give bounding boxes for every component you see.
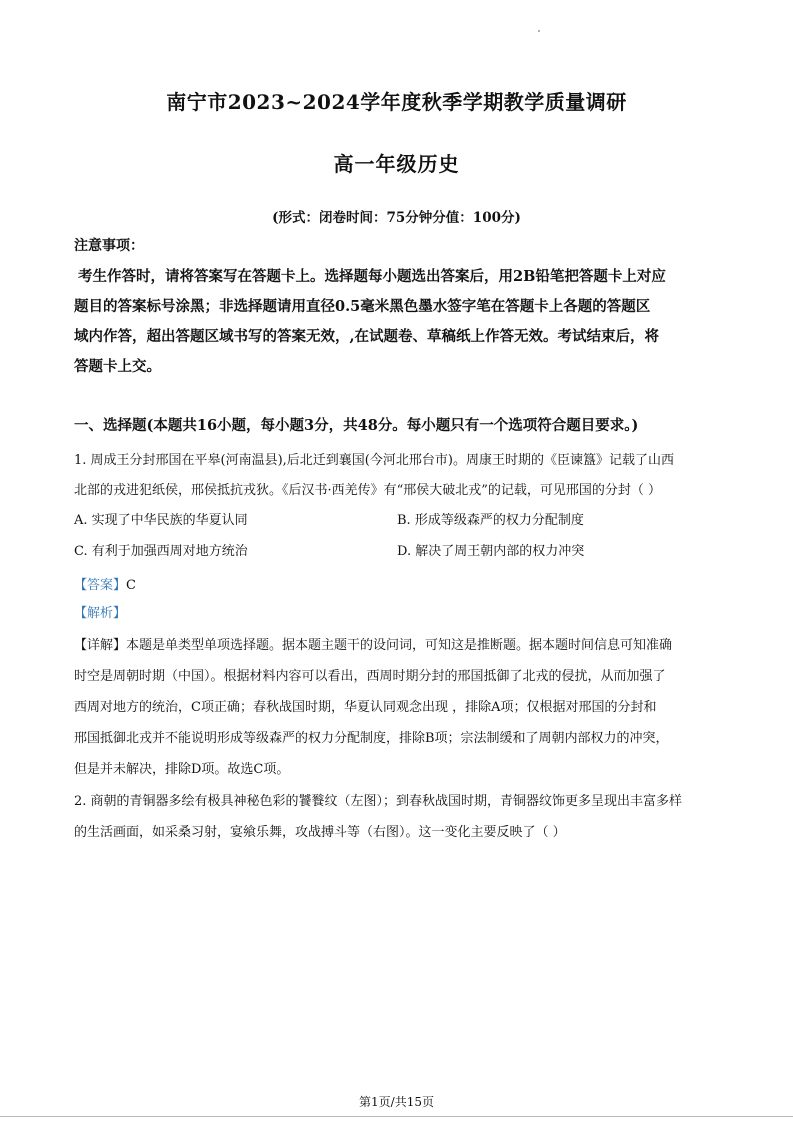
exam-title: 南宁市2023~2024学年度秋季学期教学质量调研: [166, 90, 627, 114]
scan-dot: [538, 30, 540, 32]
answer-value: C: [126, 578, 136, 593]
q1-answer: [74, 577, 136, 595]
notice-line: 题目的答案标号涂黑；非选择题请用直径0.5毫米黑色墨水签字笔在答题卡上各题的答题区: [74, 298, 651, 315]
detail-tag: 【详解】: [74, 638, 127, 653]
section-heading: 一、选择题(本题共16小题，每小题3分，共48分。每小题只有一个选项符合题目要求。): [74, 417, 639, 434]
q1-detail-line: 西周对地方的统治，C项正确；春秋战国时期，华夏认同观念出现 ，排除A项；仅根据对邢国的分封和: [74, 700, 657, 715]
q1-stem-line: 北部的戎进犯纸侯，邢侯抵抗戎狄。《后汉书·西羌传》有“邢侯大破北戎”的记载，可见邢国的分封（ ）: [74, 483, 662, 498]
notice-line: 答题卡上交。: [74, 358, 161, 375]
q1-stem-line: 1. 周成王分封邢国在平皋(河南温县),后北迁到襄国(今河北邢台市)。周康王时期的《臣谏簋》记载了山西: [74, 453, 674, 468]
q1-option-d: D. 解决了周王朝内部的权力冲突: [397, 544, 585, 559]
q1-option-b: B. 形成等级森严的权力分配制度: [397, 513, 584, 528]
q2-stem-line: 2. 商朝的青铜器多绘有极具神秘色彩的饕餮纹（左图）；到春秋战国时期，青铜器纹饰更多呈现出丰富多样: [74, 794, 683, 809]
q1-option-c: C. 有利于加强西周对地方统治: [74, 544, 248, 559]
footer-rule: [0, 1116, 793, 1117]
q1-detail-line: 邢国抵御北戎并不能说明形成等级森严的权力分配制度，排除B项；宗法制缓和了周朝内部权力的冲突，: [74, 731, 669, 746]
q1-detail-line: [74, 637, 672, 655]
notice-line: 考生作答时，请将答案写在答题卡上。选择题每小题选出答案后，用2B铅笔把答题卡上对应: [78, 268, 666, 285]
q2-stem-line: 的生活画面，如采桑习射，宴飨乐舞，攻战搏斗等（右图）。这一变化主要反映了（ ）: [74, 825, 566, 840]
notice-line: 域内作答，超出答题区域书写的答案无效，,在试题卷、草稿纸上作答无效。考试结束后，将: [74, 328, 660, 345]
q1-analysis: [74, 605, 126, 623]
answer-tag: 【答案】: [74, 578, 127, 593]
q1-detail-line: 时空是周朝时期（中国）。根据材料内容可以看出，西周时期分封的邢国抵御了北戎的侵扰，从而加强了: [74, 669, 666, 684]
detail-text: 本题是单类型单项选择题。据本题主题干的设问词，可知这是推断题。据本题时间信息可知准确: [126, 638, 673, 653]
page-number: 第1页/共15页: [359, 1095, 434, 1109]
analysis-tag: 【解析】: [74, 606, 127, 621]
notice-heading: 注意事项：: [74, 238, 144, 254]
q1-detail-line: 但是并未解决，排除D项。故选C项。: [74, 762, 290, 777]
exam-subtitle: 高一年级历史: [333, 152, 460, 176]
q1-option-a: A. 实现了中华民族的华夏认同: [74, 513, 248, 528]
exam-format-line: (形式：闭卷时间：75分钟分值：100分): [272, 210, 521, 226]
